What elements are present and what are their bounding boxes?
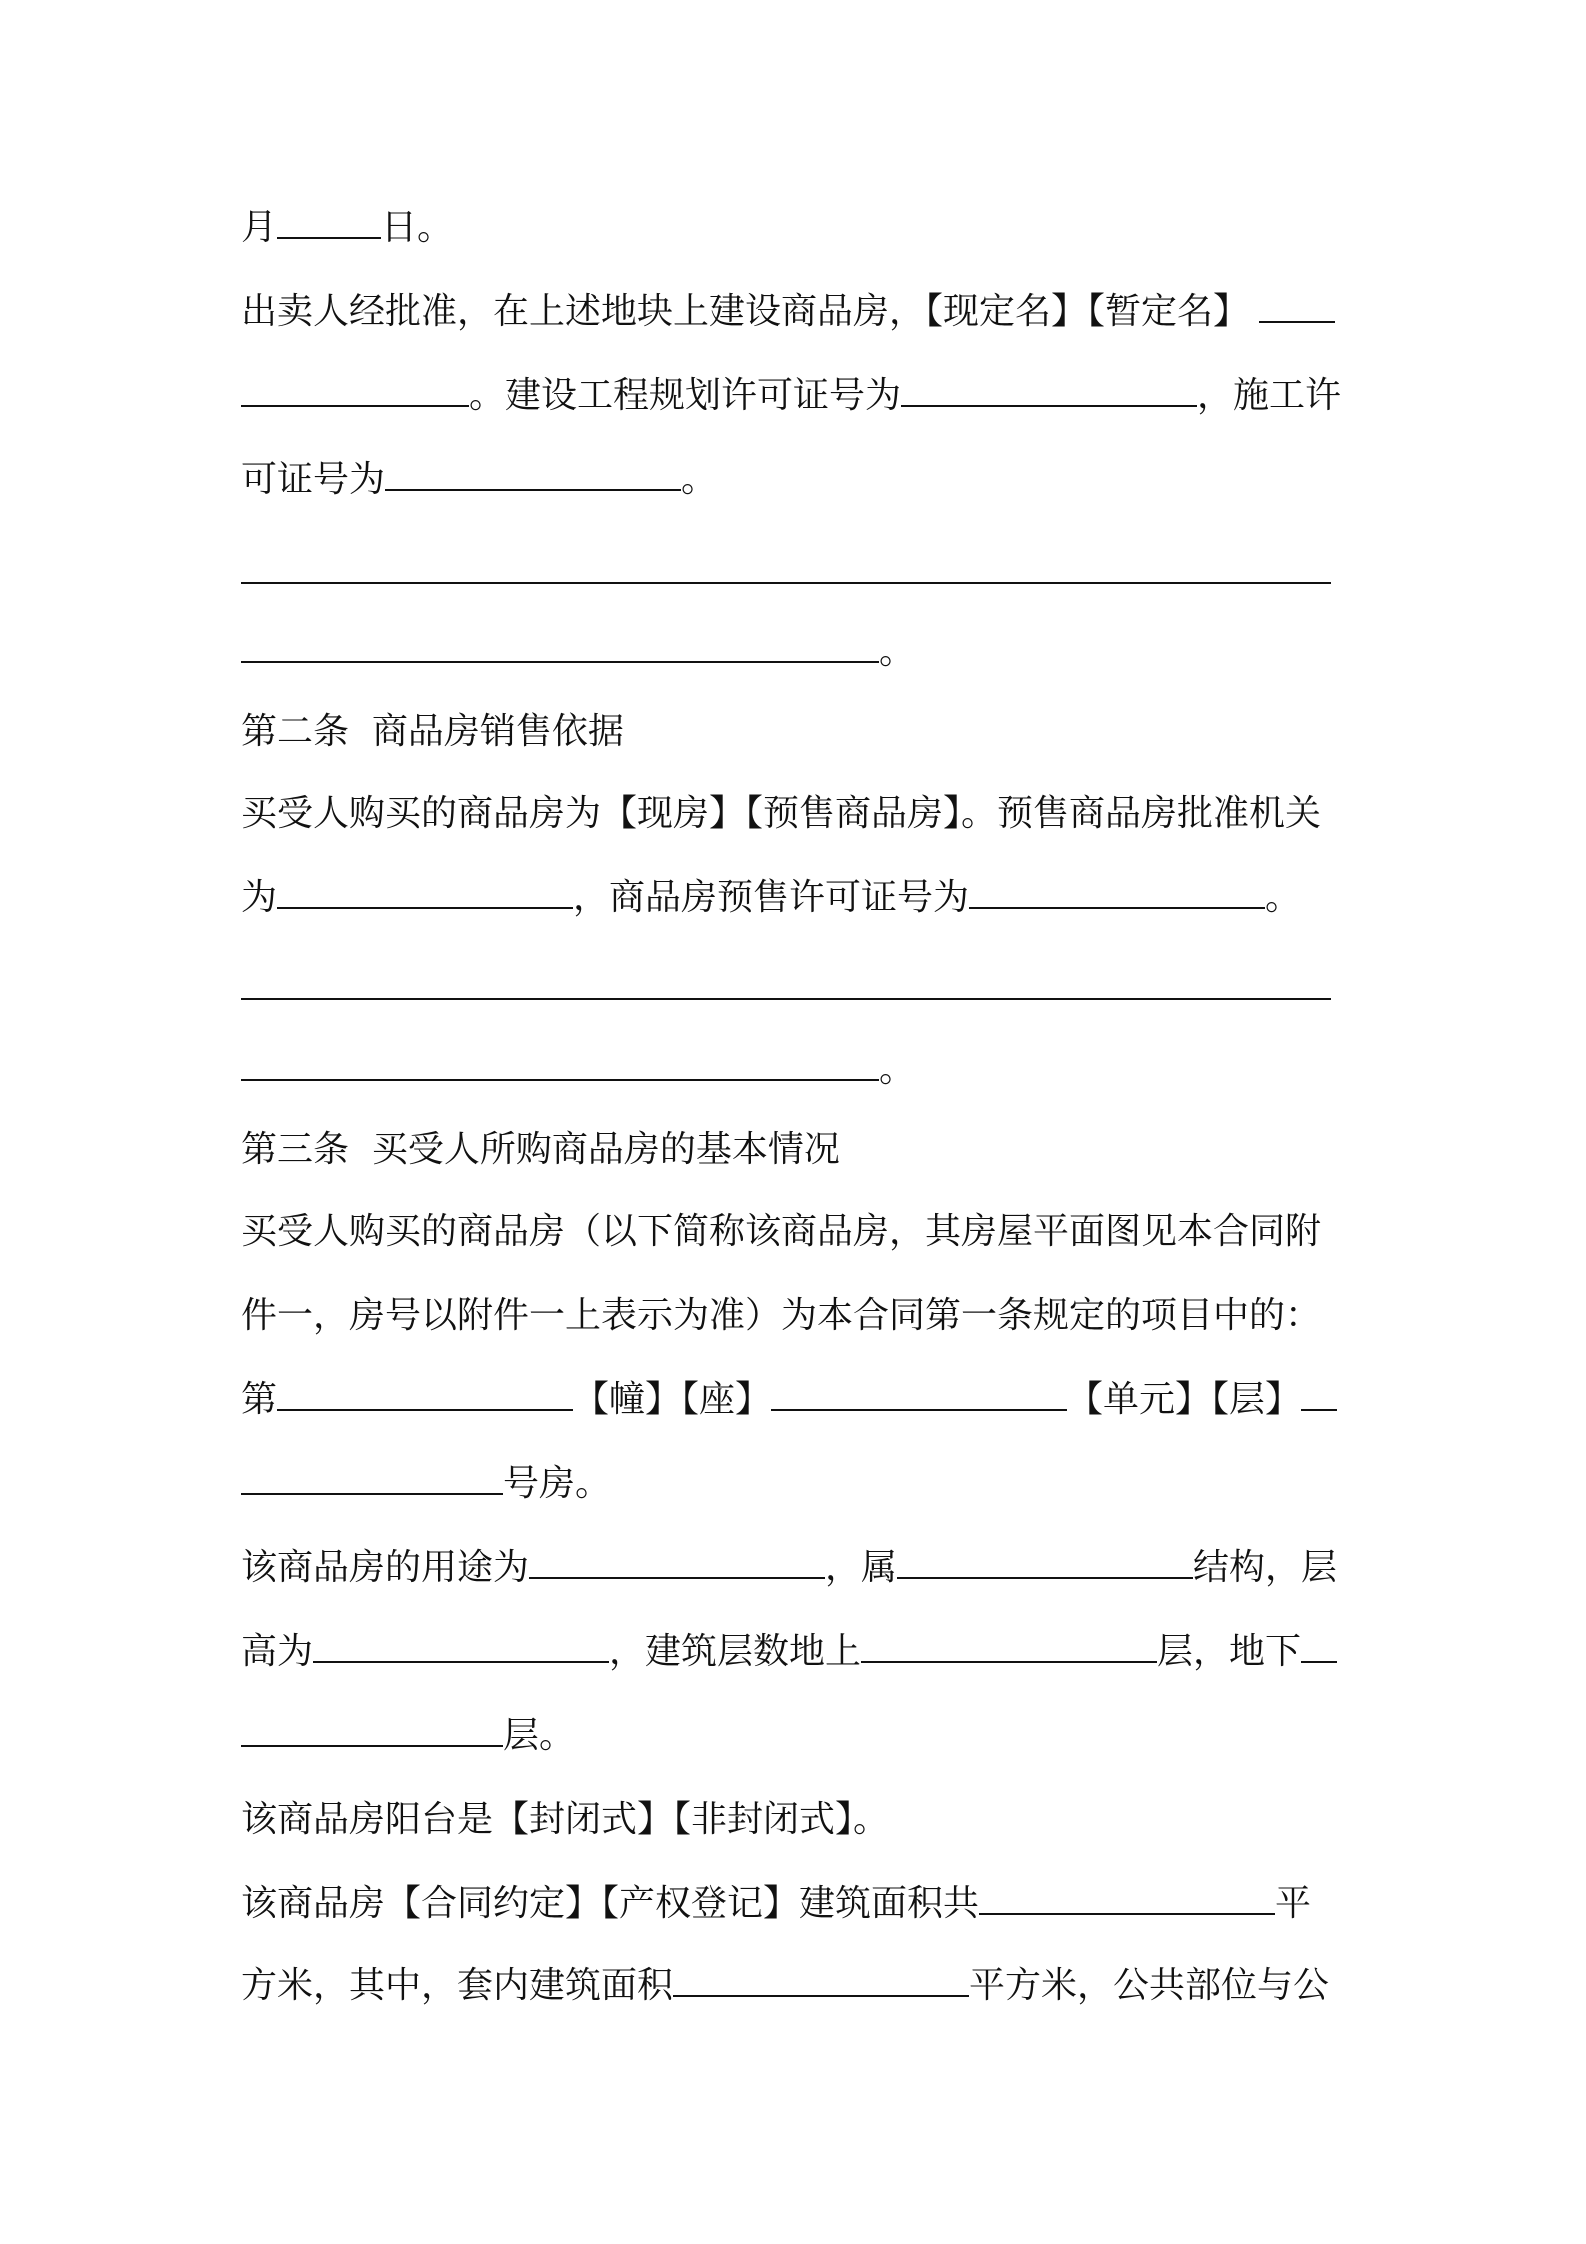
fill-in-blank[interactable]	[969, 875, 1265, 909]
fill-in-blank[interactable]	[771, 1377, 1067, 1411]
text-segment: 【单元】【层】	[1067, 1379, 1302, 1420]
text-segment: 出卖人经批准，在上述地块上建设商品房，【现定名】【暂定名】	[241, 291, 1250, 332]
fill-in-blank[interactable]	[241, 629, 879, 663]
text-line	[241, 1629, 1337, 1675]
text-segment: 该商品房【合同约定】【产权登记】建筑面积共	[241, 1883, 980, 1924]
fill-in-blank[interactable]	[277, 1377, 573, 1411]
text-segment: 平方米，公共部位与公	[969, 1965, 1330, 2006]
text-segment: 方米，其中，套内建筑面积	[241, 1965, 674, 2006]
fill-in-blank[interactable]	[901, 373, 1197, 407]
fill-in-blank[interactable]	[1301, 1629, 1337, 1663]
text-segment: 该商品房的用途为	[241, 1547, 530, 1588]
text-line	[241, 1713, 575, 1759]
text-segment: 第	[241, 1379, 278, 1420]
fill-in-rule[interactable]	[241, 582, 1331, 584]
text-segment: ，施工许	[1197, 375, 1342, 416]
text-line	[241, 1047, 915, 1093]
text-segment: 结构，层	[1193, 1547, 1338, 1588]
fill-in-blank[interactable]	[1259, 289, 1335, 323]
text-segment: 买受人购买的商品房（以下简称该商品房，其房屋平面图见本合同附	[241, 1211, 1322, 1252]
text-segment: ，建筑层数地上	[609, 1631, 862, 1672]
text-segment: 件一，房号以附件一上表示为准）为本合同第一条规定的项目中的：	[241, 1295, 1322, 1336]
text-line	[241, 791, 1321, 837]
text-segment: 。	[879, 631, 916, 672]
text-segment: 。	[1265, 877, 1302, 918]
fill-in-blank[interactable]	[385, 457, 681, 491]
fill-in-blank[interactable]	[241, 373, 469, 407]
text-line	[241, 629, 915, 675]
fill-in-blank[interactable]	[241, 1047, 879, 1081]
text-segment: 。建设工程规划许可证号为	[469, 375, 902, 416]
text-segment: 该商品房阳台是【封闭式】【非封闭式】。	[241, 1799, 890, 1840]
text-segment: 日。	[381, 207, 454, 248]
text-line	[241, 1293, 1321, 1339]
text-line	[241, 1881, 1311, 1927]
fill-in-blank[interactable]	[241, 1461, 503, 1495]
text-line	[241, 205, 453, 251]
text-line	[241, 1545, 1337, 1591]
fill-in-blank[interactable]	[861, 1629, 1157, 1663]
text-segment: 【幢】【座】	[573, 1379, 772, 1420]
text-segment: 买受人购买的商品房为【现房】【预售商品房】。预售商品房批准机关	[241, 793, 1322, 834]
text-segment: 高为	[241, 1631, 314, 1672]
fill-in-blank[interactable]	[979, 1881, 1275, 1915]
text-segment: 月	[241, 207, 278, 248]
text-segment: ，商品房预售许可证号为	[573, 877, 970, 918]
text-line	[241, 1209, 1321, 1255]
text-segment: 平	[1275, 1883, 1312, 1924]
fill-in-blank[interactable]	[897, 1545, 1193, 1579]
text-segment: ，属	[825, 1547, 898, 1588]
fill-in-blank[interactable]	[1301, 1377, 1337, 1411]
text-segment: 为	[241, 877, 278, 918]
text-line	[241, 1461, 611, 1507]
text-segment: 层。	[503, 1715, 576, 1756]
text-line	[241, 1797, 889, 1843]
text-line	[241, 289, 1335, 335]
text-segment: 号房。	[503, 1463, 612, 1504]
section-heading	[241, 1127, 840, 1173]
text-line	[241, 457, 717, 503]
text-segment: 可证号为	[241, 459, 386, 500]
fill-in-rule[interactable]	[241, 998, 1331, 1000]
text-line	[241, 875, 1301, 921]
fill-in-blank[interactable]	[529, 1545, 825, 1579]
fill-in-blank[interactable]	[277, 875, 573, 909]
text-segment: 层，地下	[1157, 1631, 1302, 1672]
text-line	[241, 373, 1341, 419]
text-segment: 。	[681, 459, 718, 500]
text-line	[241, 1377, 1337, 1423]
text-line	[241, 1963, 1329, 2009]
heading-text: 第三条 买受人所购商品房的基本情况	[241, 1129, 840, 1170]
fill-in-blank[interactable]	[313, 1629, 609, 1663]
heading-text: 第二条 商品房销售依据	[241, 711, 624, 752]
text-segment: 。	[879, 1049, 916, 1090]
fill-in-blank[interactable]	[241, 1713, 503, 1747]
section-heading	[241, 709, 624, 755]
fill-in-blank[interactable]	[673, 1963, 969, 1997]
fill-in-blank[interactable]	[277, 205, 381, 239]
